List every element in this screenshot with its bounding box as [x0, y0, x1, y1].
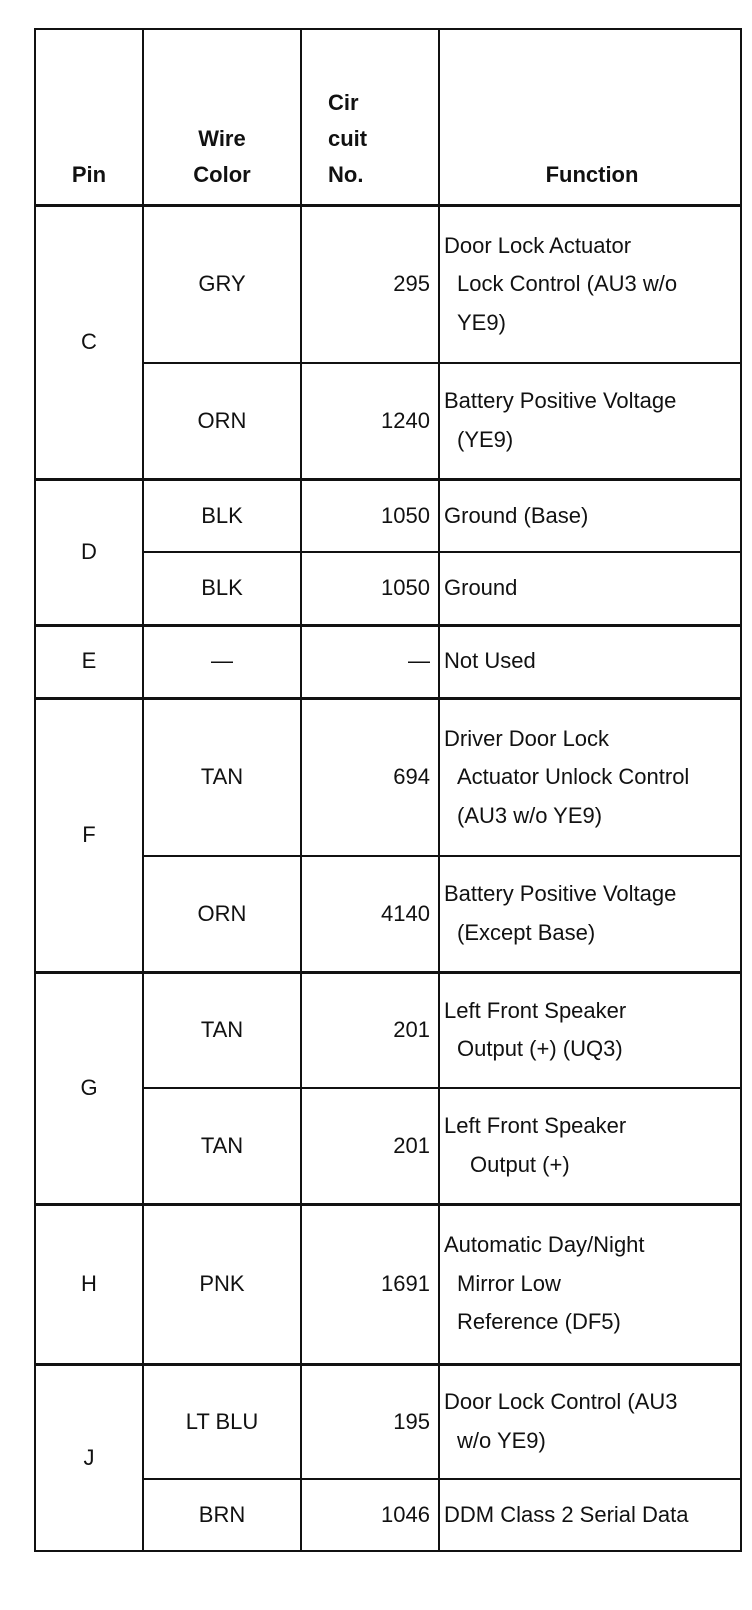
function-line: (Except Base) — [457, 919, 596, 945]
pin-cell: D — [35, 479, 143, 625]
function-cell — [439, 1204, 741, 1364]
circuit-cell: 694 — [301, 698, 439, 856]
table-row — [35, 1204, 741, 1364]
function-line: Automatic Day/Night — [444, 1232, 645, 1258]
wire-color-cell: ORN — [143, 363, 301, 479]
function-line: Reference (DF5) — [457, 1309, 621, 1335]
connector-pinout-table — [34, 28, 742, 1552]
function-line: Left Front Speaker — [444, 997, 627, 1023]
table-row — [35, 205, 741, 363]
table-row — [35, 479, 741, 552]
circuit-cell: 1240 — [301, 363, 439, 479]
function-line: Not Used — [444, 648, 536, 674]
header-wire-color-line: Wire — [198, 125, 246, 151]
pin-cell: F — [35, 698, 143, 972]
function-cell — [439, 625, 741, 698]
pin-cell: J — [35, 1364, 143, 1551]
wire-color-cell: PNK — [143, 1204, 301, 1364]
function-line: Ground — [444, 575, 518, 600]
wire-color-cell: ORN — [143, 856, 301, 972]
function-cell — [439, 856, 741, 972]
function-line: YE9) — [457, 309, 506, 335]
circuit-cell: 1691 — [301, 1204, 439, 1364]
table-row — [35, 1364, 741, 1479]
function-line: DDM Class 2 Serial Data — [444, 1501, 689, 1527]
circuit-cell: 1046 — [301, 1479, 439, 1551]
wire-color-cell: TAN — [143, 972, 301, 1088]
circuit-cell: 195 — [301, 1364, 439, 1479]
pin-cell: H — [35, 1204, 143, 1364]
function-line: Door Lock Actuator — [444, 232, 632, 258]
function-line: Output (+) — [470, 1151, 570, 1177]
function-cell — [439, 1364, 741, 1479]
pin-cell: E — [35, 625, 143, 698]
header-pin: Pin — [35, 29, 143, 205]
function-cell — [439, 479, 741, 552]
function-line: Battery Positive Voltage — [444, 881, 677, 907]
circuit-cell: 4140 — [301, 856, 439, 972]
function-cell — [439, 363, 741, 479]
wire-color-cell: — — [143, 625, 301, 698]
table-row — [35, 972, 741, 1088]
header-wire-color — [143, 29, 301, 205]
pin-cell: G — [35, 972, 143, 1204]
function-cell — [439, 1479, 741, 1551]
function-cell — [439, 972, 741, 1088]
circuit-cell: 201 — [301, 1088, 439, 1204]
function-line: w/o YE9) — [457, 1427, 546, 1453]
function-line: Mirror Low — [457, 1270, 561, 1296]
function-line: Output (+) (UQ3) — [457, 1036, 623, 1062]
function-cell — [439, 698, 741, 856]
table-row — [35, 625, 741, 698]
circuit-cell: 1050 — [301, 552, 439, 625]
circuit-cell: 201 — [301, 972, 439, 1088]
circuit-cell: — — [301, 625, 439, 698]
function-cell — [439, 1088, 741, 1204]
wire-color-cell: TAN — [143, 698, 301, 856]
function-cell — [439, 552, 741, 625]
circuit-cell: 1050 — [301, 479, 439, 552]
function-line: Lock Control (AU3 w/o — [457, 271, 678, 296]
header-row — [35, 29, 741, 205]
header-circuit-line: cuit — [328, 125, 368, 151]
wire-color-cell: BLK — [143, 479, 301, 552]
function-line: Door Lock Control (AU3 — [444, 1389, 678, 1415]
circuit-cell: 295 — [301, 205, 439, 363]
header-wire-color-line: Color — [193, 162, 251, 188]
wire-color-cell: TAN — [143, 1088, 301, 1204]
header-circuit-line: No. — [328, 162, 364, 188]
wire-color-cell: GRY — [143, 205, 301, 363]
function-line: Driver Door Lock — [444, 725, 610, 751]
header-circuit-no — [301, 29, 439, 205]
wire-color-cell: LT BLU — [143, 1364, 301, 1479]
function-line: Ground (Base) — [444, 502, 589, 528]
pin-cell: C — [35, 205, 143, 479]
header-circuit-line: Cir — [328, 89, 359, 115]
wire-color-cell: BLK — [143, 552, 301, 625]
function-line: Actuator Unlock Control — [457, 764, 690, 789]
header-function: Function — [439, 29, 741, 205]
function-line: Battery Positive Voltage — [444, 388, 677, 414]
table-row — [35, 698, 741, 856]
function-line: Left Front Speaker — [444, 1113, 627, 1139]
function-cell — [439, 205, 741, 363]
function-line: (AU3 w/o YE9) — [457, 802, 603, 828]
function-line: (YE9) — [457, 426, 514, 452]
wire-color-cell: BRN — [143, 1479, 301, 1551]
